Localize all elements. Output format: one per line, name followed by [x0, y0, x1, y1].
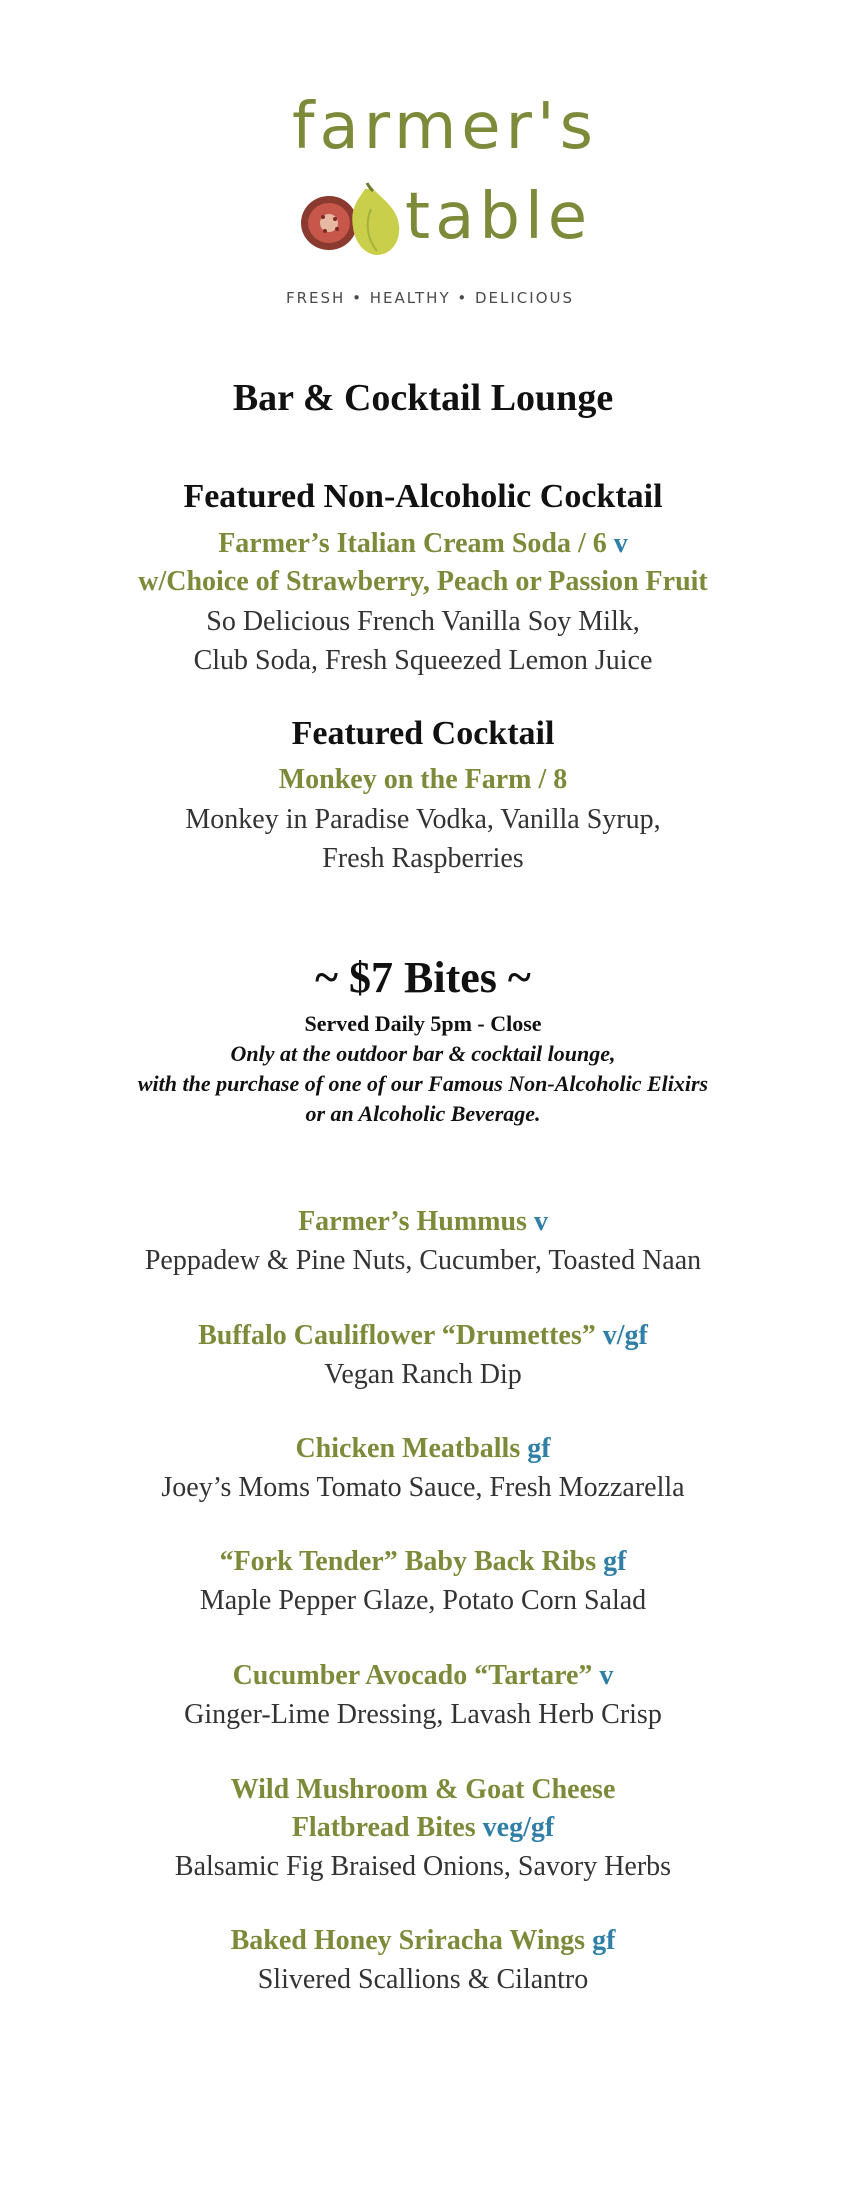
menu-item-title: Baked Honey Sriracha Wings — [230, 1925, 586, 1956]
non-alcoholic-choice: w/Choice of Strawberry, Peach or Passion Fruit — [138, 566, 708, 597]
menu-item-name — [0, 1925, 846, 1957]
menu-item-description: Peppadew & Pine Nuts, Cucumber, Toasted Naan — [144, 1245, 702, 1276]
non-alcoholic-heading: Featured Non-Alcoholic Cocktail — [183, 478, 663, 515]
non-alcoholic-desc-1: So Delicious French Vanilla Soy Milk, — [206, 606, 640, 637]
menu-item-description: Slivered Scallions & Cilantro — [257, 1964, 589, 1995]
menu-item-description: Maple Pepper Glaze, Potato Corn Salad — [199, 1585, 647, 1616]
menu-item-name — [0, 1660, 846, 1692]
menu-item-title: “Fork Tender” Baby Back Ribs — [219, 1546, 597, 1577]
bites-note-3: or an Alcoholic Beverage. — [305, 1101, 541, 1126]
menu-item-title: Cucumber Avocado “Tartare” — [232, 1660, 593, 1691]
menu-item-name — [0, 1320, 846, 1352]
menu-item-description: Ginger-Lime Dressing, Lavash Herb Crisp — [184, 1699, 662, 1730]
dietary-tag: gf — [592, 1925, 616, 1956]
logo-tagline: FRESH • HEALTHY • DELICIOUS — [285, 289, 575, 307]
item-name-text: Farmer’s Italian Cream Soda / 6 — [218, 528, 607, 559]
cocktail-desc-1: Monkey in Paradise Vodka, Vanilla Syrup, — [185, 804, 661, 835]
cocktail-heading: Featured Cocktail — [291, 715, 555, 752]
menu-item-title: Buffalo Cauliflower “Drumettes” — [198, 1320, 596, 1351]
dietary-tag: gf — [603, 1546, 627, 1577]
bites-note-1: Only at the outdoor bar & cocktail lounge, — [230, 1041, 616, 1066]
non-alcoholic-desc-2: Club Soda, Fresh Squeezed Lemon Juice — [193, 645, 653, 676]
menu-item-title: Flatbread Bites — [291, 1812, 476, 1843]
dietary-tag: v — [599, 1660, 614, 1691]
menu-item-name — [0, 1433, 846, 1465]
dietary-tag: v — [533, 1206, 548, 1237]
menu-item-description: Joey’s Moms Tomato Sauce, Fresh Mozzarella — [161, 1472, 685, 1503]
page-title: Bar & Cocktail Lounge — [232, 377, 614, 419]
menu-item-title: Chicken Meatballs — [295, 1433, 521, 1464]
menu-item-title: Farmer’s Hummus — [298, 1206, 527, 1237]
logo-text-farmers: farmer's — [292, 90, 598, 164]
logo-text-table: table — [405, 180, 593, 254]
menu-item-name — [0, 1546, 846, 1578]
menu-item-name — [0, 1206, 846, 1238]
non-alcoholic-item-name — [0, 528, 846, 560]
dietary-tag: veg/gf — [482, 1812, 555, 1843]
menu-item-name — [0, 1812, 846, 1844]
cocktail-desc-2: Fresh Raspberries — [322, 843, 524, 874]
bites-served-hours: Served Daily 5pm - Close — [304, 1011, 542, 1036]
menu-item-description: Vegan Ranch Dip — [324, 1359, 522, 1390]
menu-item-description: Balsamic Fig Braised Onions, Savory Herbs — [174, 1851, 672, 1882]
cocktail-item-name: Monkey on the Farm / 8 — [278, 764, 568, 795]
bites-note-2: with the purchase of one of our Famous Non-Alcoholic Elixirs — [137, 1071, 709, 1096]
dietary-tag: v/gf — [602, 1320, 648, 1351]
fig-logo-icon — [295, 179, 405, 259]
bites-heading: ~ $7 Bites ~ — [315, 953, 531, 1002]
dietary-tag: gf — [527, 1433, 551, 1464]
farmers-table-logo — [265, 90, 598, 315]
menu-item-name-line-1: Wild Mushroom & Goat Cheese — [230, 1774, 616, 1805]
dietary-tag: v — [613, 528, 628, 559]
